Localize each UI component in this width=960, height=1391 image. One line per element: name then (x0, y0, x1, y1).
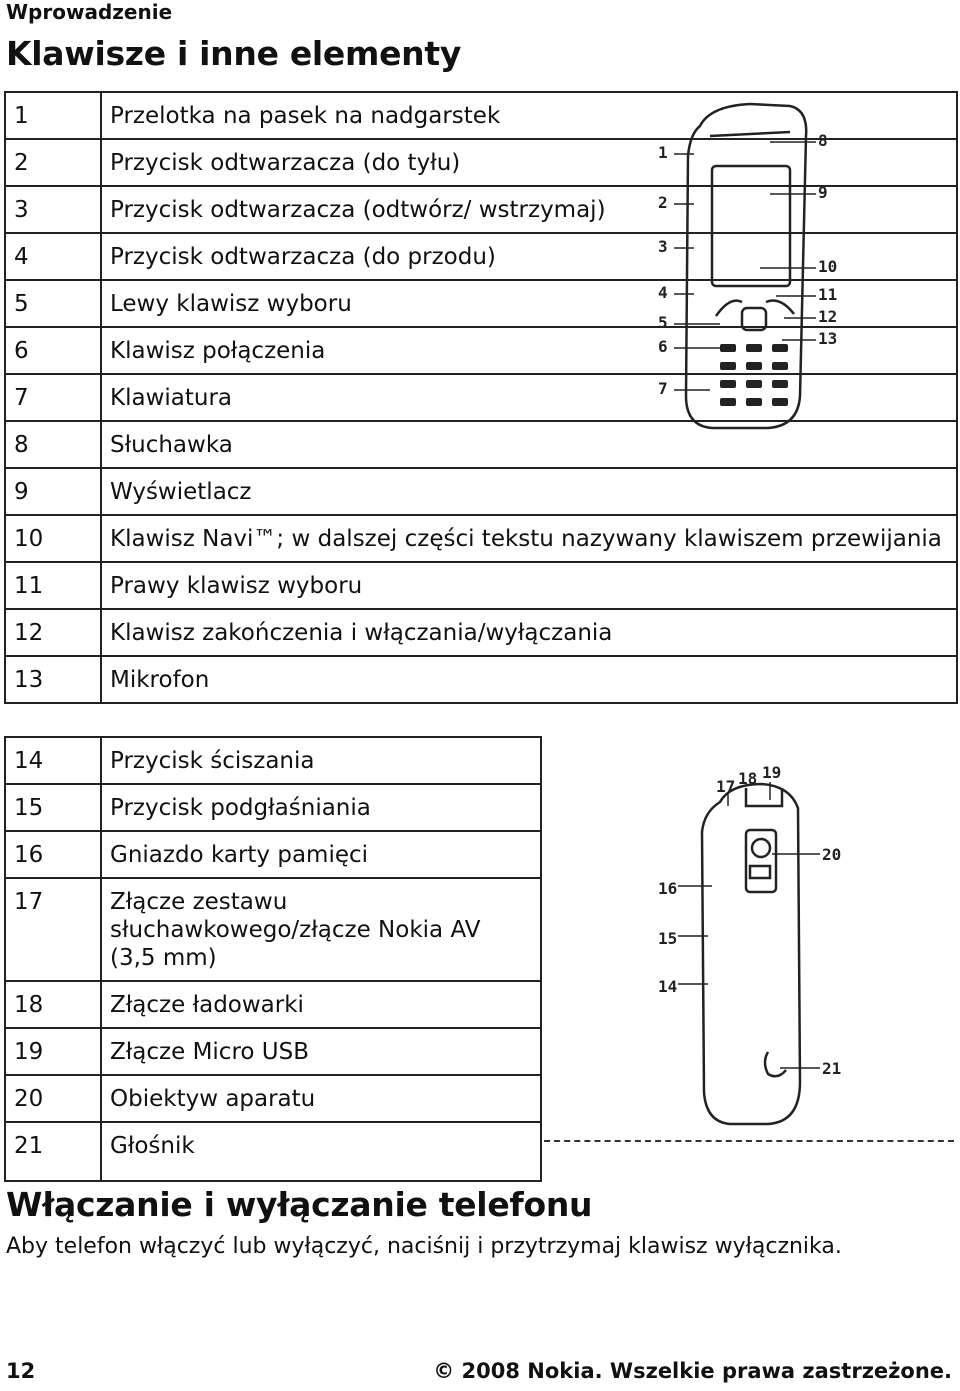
key-description: Lewy klawisz wyboru (101, 280, 957, 327)
key-description: Obiektyw aparatu (101, 1075, 541, 1122)
key-description: Klawisz Navi™; w dalszej części tekstu nazywany klawiszem przewijania (101, 515, 957, 562)
callout-label: 18 (738, 769, 758, 788)
callout-label: 17 (716, 777, 736, 796)
callout-label: 19 (762, 763, 782, 782)
callout-label: 4 (658, 283, 668, 302)
key-number: 19 (5, 1028, 101, 1075)
callout-label: 7 (658, 379, 668, 398)
key-number: 8 (5, 421, 101, 468)
key-description: Prawy klawisz wyboru (101, 562, 957, 609)
key-description: Przycisk podgłaśniania (101, 784, 541, 831)
section-heading: Włączanie i wyłączanie telefonu (6, 1185, 593, 1224)
key-number: 4 (5, 233, 101, 280)
key-number: 13 (5, 656, 101, 703)
page-title: Klawisze i inne elementy (6, 34, 462, 73)
key-description: Klawisz zakończenia i włączania/wyłączania (101, 609, 957, 656)
front-phone-illustration (650, 96, 850, 436)
key-description: Gniazdo karty pamięci (101, 831, 541, 878)
table-row (5, 1028, 541, 1075)
table-row (5, 515, 957, 562)
key-description: Złącze Micro USB (101, 1028, 541, 1075)
key-number: 5 (5, 280, 101, 327)
callout-label: 10 (818, 257, 838, 276)
page-number: 12 (6, 1359, 36, 1383)
callout-label: 12 (818, 307, 838, 326)
key-number: 14 (5, 737, 101, 784)
callout-label: 16 (658, 879, 678, 898)
callout-label: 8 (818, 131, 828, 150)
key-description: Klawisz połączenia (101, 327, 957, 374)
key-description: Złącze ładowarki (101, 981, 541, 1028)
key-number: 7 (5, 374, 101, 421)
key-number: 16 (5, 831, 101, 878)
table-row (5, 784, 541, 831)
callout-label: 14 (658, 977, 678, 996)
section-label: Wprowadzenie (6, 0, 173, 24)
table-row (5, 878, 541, 981)
callout-label: 15 (658, 929, 678, 948)
key-description: Przycisk odtwarzacza (odtwórz/ wstrzymaj) (101, 186, 957, 233)
table-row (5, 468, 957, 515)
key-number: 10 (5, 515, 101, 562)
body-paragraph: Aby telefon włączyć lub wyłączyć, naciśnij i przytrzymaj klawisz wyłącznika. (6, 1234, 842, 1259)
key-description: Słuchawka (101, 421, 957, 468)
key-description: Przycisk odtwarzacza (do przodu) (101, 233, 957, 280)
callout-label: 21 (822, 1059, 842, 1078)
key-number: 6 (5, 327, 101, 374)
key-description: Złącze zestawu słuchawkowego/złącze Nokia AV (3,5 mm) (101, 878, 541, 981)
table-row (5, 1122, 541, 1181)
copyright-notice: © 2008 Nokia. Wszelkie prawa zastrzeżone. (433, 1359, 952, 1383)
back-phone-illustration (650, 762, 850, 1132)
key-number: 21 (5, 1122, 101, 1181)
key-number: 18 (5, 981, 101, 1028)
table-row (5, 1075, 541, 1122)
callout-label: 1 (658, 143, 668, 162)
key-description: Wyświetlacz (101, 468, 957, 515)
callout-label: 20 (822, 845, 842, 864)
key-number: 3 (5, 186, 101, 233)
key-number: 20 (5, 1075, 101, 1122)
key-number: 15 (5, 784, 101, 831)
key-description: Przelotka na pasek na nadgarstek (101, 92, 957, 139)
dashed-divider (544, 1140, 954, 1142)
callout-label: 6 (658, 337, 668, 356)
key-number: 17 (5, 878, 101, 981)
key-number: 9 (5, 468, 101, 515)
key-number: 11 (5, 562, 101, 609)
table-row (5, 737, 541, 784)
table-row (5, 656, 957, 703)
key-description: Przycisk ściszania (101, 737, 541, 784)
callout-label: 9 (818, 183, 828, 202)
callout-label: 11 (818, 285, 838, 304)
key-number: 1 (5, 92, 101, 139)
key-number: 12 (5, 609, 101, 656)
table-row (5, 562, 957, 609)
key-description: Głośnik (101, 1122, 541, 1181)
table-row (5, 981, 541, 1028)
key-description: Przycisk odtwarzacza (do tyłu) (101, 139, 957, 186)
callout-label: 13 (818, 329, 838, 348)
callout-label: 3 (658, 237, 668, 256)
callout-label: 2 (658, 193, 668, 212)
key-number: 2 (5, 139, 101, 186)
table-row (5, 831, 541, 878)
table-row (5, 609, 957, 656)
key-description: Mikrofon (101, 656, 957, 703)
back-keys-table (4, 736, 542, 1182)
callout-label: 5 (658, 313, 668, 332)
key-description: Klawiatura (101, 374, 957, 421)
